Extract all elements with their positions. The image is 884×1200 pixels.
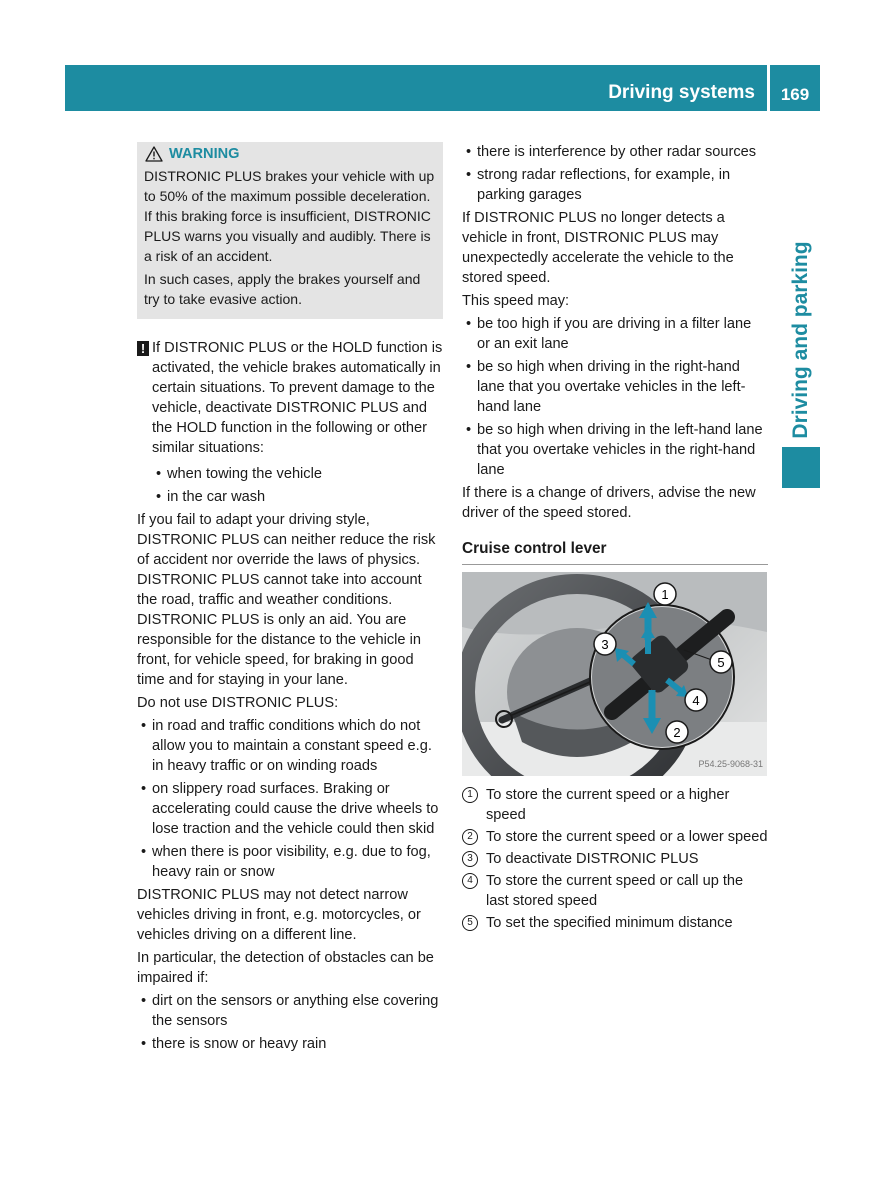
figure-code: P54.25-9068-31 xyxy=(698,759,763,769)
list-item: • there is snow or heavy rain xyxy=(137,1034,443,1054)
steering-wheel-illustration xyxy=(462,572,767,776)
bullet-list xyxy=(137,991,443,1054)
legend-item xyxy=(462,871,768,911)
svg-text:1: 1 xyxy=(661,587,669,602)
body-paragraph: This speed may: xyxy=(462,293,570,309)
list-item: • in the car wash xyxy=(152,487,443,507)
page-number-box xyxy=(770,65,820,111)
chapter-tab-marker xyxy=(782,447,820,488)
header-bar xyxy=(65,65,767,111)
svg-text:3: 3 xyxy=(601,637,609,652)
warning-triangle-icon xyxy=(145,146,163,162)
body-paragraph: DISTRONIC PLUS may not detect narrow vehicles driving in front, e.g. motorcycles, or vehicles driving on a different line. xyxy=(137,887,421,943)
list-item: • when there is poor visibility, e.g. due to fog, heavy rain or snow xyxy=(137,842,443,882)
legend-number: 5 xyxy=(462,915,478,931)
body-paragraph: If you fail to adapt your driving style, DISTRONIC PLUS can neither reduce the risk of accident nor override the laws of physics. DISTRONIC PLUS cannot take into account the road, traffic and weather conditions. DISTRONIC PLUS is only an aid. You are responsible for the distance to the vehicle in front, for vehicle speed, for braking in good time and for staying in your lane. xyxy=(137,512,436,688)
page-section-title: Driving systems xyxy=(608,82,755,103)
callout-1 xyxy=(654,583,676,605)
legend-number: 1 xyxy=(462,787,478,803)
list-item: • on slippery road surfaces. Braking or accelerating could cause the drive wheels to lose traction and the vehicle could then skid xyxy=(137,779,443,839)
svg-text:5: 5 xyxy=(717,655,725,670)
warning-header xyxy=(144,144,436,164)
legend-text: To store the current speed or call up the last stored speed xyxy=(486,873,744,909)
svg-text:2: 2 xyxy=(673,725,681,740)
chapter-tab-label: Driving and parking xyxy=(789,241,812,439)
body-paragraph: If DISTRONIC PLUS no longer detects a vehicle in front, DISTRONIC PLUS may unexpectedly accelerate the vehicle to the stored speed. xyxy=(462,210,734,286)
legend-text: To store the current speed or a higher speed xyxy=(486,787,730,823)
legend-text: To store the current speed or a lower speed xyxy=(486,829,768,845)
bullet-list xyxy=(137,716,443,882)
legend-text: To set the specified minimum distance xyxy=(486,915,733,931)
left-column xyxy=(137,142,443,1057)
list-item: • when towing the vehicle xyxy=(152,464,443,484)
warning-paragraph: In such cases, apply the brakes yourself and try to take evasive action. xyxy=(144,271,421,307)
callout-5 xyxy=(710,651,732,673)
warning-paragraph: DISTRONIC PLUS brakes your vehicle with up to 50% of the maximum possible deceleration. If this braking force is insufficient, DISTRONIC PLUS warns you visually and audibly. There is a risk of an accident. xyxy=(144,168,435,264)
warning-box xyxy=(137,142,443,319)
list-item: • be so high when driving in the left-hand lane that you overtake vehicles in the right-hand lane xyxy=(462,420,768,480)
list-item: • dirt on the sensors or anything else covering the sensors xyxy=(137,991,443,1031)
bullet-list xyxy=(462,314,768,480)
legend-number: 2 xyxy=(462,829,478,845)
list-item: • be too high if you are driving in a filter lane or an exit lane xyxy=(462,314,768,354)
body-paragraph: In particular, the detection of obstacles can be impaired if: xyxy=(137,950,434,986)
legend-item xyxy=(462,827,768,847)
legend-item xyxy=(462,785,768,825)
callout-3 xyxy=(594,633,616,655)
list-item: • be so high when driving in the right-hand lane that you overtake vehicles in the left-hand lane xyxy=(462,357,768,417)
legend-text: To deactivate DISTRONIC PLUS xyxy=(486,851,699,867)
cruise-control-lever-figure xyxy=(462,572,767,776)
legend-number: 4 xyxy=(462,873,478,889)
warning-title: WARNING xyxy=(169,146,240,162)
body-paragraph: If there is a change of drivers, advise the new driver of the speed stored. xyxy=(462,485,756,521)
callout-2 xyxy=(666,721,688,743)
notice-list xyxy=(137,464,443,507)
svg-text:4: 4 xyxy=(692,693,700,708)
list-item: • strong radar reflections, for example, in parking garages xyxy=(462,165,768,205)
callout-4 xyxy=(685,689,707,711)
notice-block xyxy=(137,338,443,458)
right-column xyxy=(462,142,768,935)
legend-item xyxy=(462,849,768,869)
section-divider xyxy=(462,564,768,565)
list-item: • there is interference by other radar sources xyxy=(462,142,768,162)
bullet-list xyxy=(462,142,768,205)
exclamation-icon: ! xyxy=(137,341,149,356)
section-heading: Cruise control lever xyxy=(462,540,607,557)
figure-legend xyxy=(462,785,768,933)
legend-item xyxy=(462,913,768,933)
page-number: 169 xyxy=(780,85,810,104)
legend-number: 3 xyxy=(462,851,478,867)
list-item: • in road and traffic conditions which do not allow you to maintain a constant speed e.g. in heavy traffic or on winding roads xyxy=(137,716,443,776)
notice-text: If DISTRONIC PLUS or the HOLD function is activated, the vehicle brakes automatically in certain situations. To prevent damage to the vehicle, deactivate DISTRONIC PLUS and the HOLD function in the following or other similar situations: xyxy=(152,340,443,456)
body-paragraph: Do not use DISTRONIC PLUS: xyxy=(137,695,339,711)
